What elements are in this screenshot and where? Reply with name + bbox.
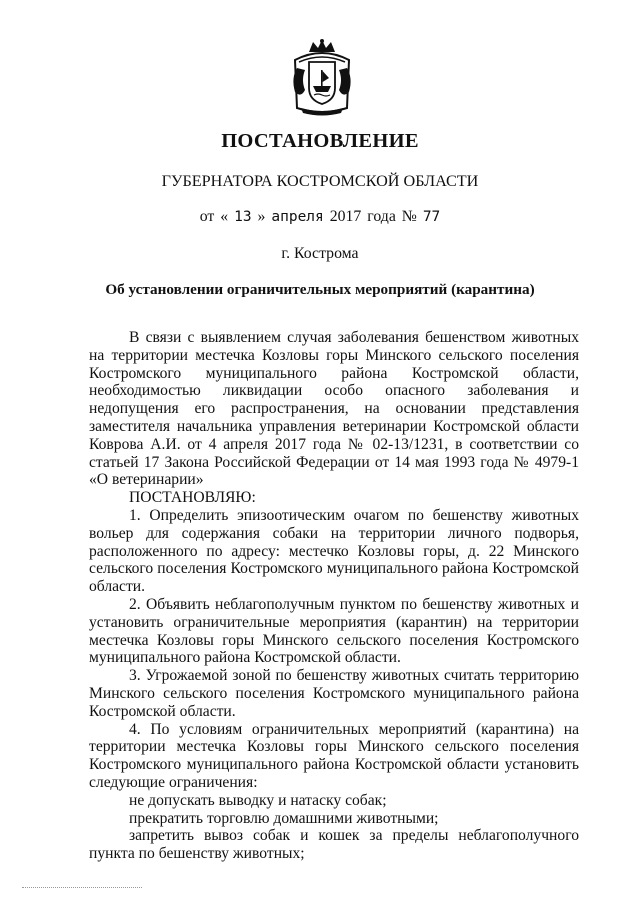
document-number: 77 [422, 209, 441, 225]
resolve-paragraph: ПОСТАНОВЛЯЮ: [129, 489, 256, 507]
date-day: 13 [234, 209, 252, 225]
date-month: апреля [271, 209, 324, 225]
clause-3-paragraph: 3. Угрожаемой зоной по бешенству животных считать территорию Минского сельского поселения Костромского муниципального района Костромской области. [89, 667, 579, 720]
document-type-title: ПОСТАНОВЛЕНИЕ [221, 130, 419, 152]
preamble-paragraph: В связи с выявлением случая заболевания бешенством животных на территории местечка Козловы горы Минского сельского поселения Костромского муниципального района Костромской области, необходимостью ликвидации особо опасного заболевания и недопущения его распространения, на основании представления заместителя начальника управления ветеринарии Костромской области Коврова А.И. от 4 апреля 2017 года № 02-13/1231, в соответствии со статьей 17 Закона Российской Федерации от 14 мая 1993 года № 4979-1 «О ветеринарии» [89, 329, 579, 489]
issuer-subtitle: ГУБЕРНАТОРА КОСТРОМСКОЙ ОБЛАСТИ [161, 172, 479, 190]
clause-1-paragraph: 1. Определить эпизоотическим очагом по бешенству животных вольер для содержания собаки на территории личного подворья, расположенного по адресу: местечко Козловы горы, д. 22 Минского сельского поселения Костромского муниципального района Костромской области. [89, 506, 579, 596]
date-prefix: от « [199, 208, 229, 225]
footer-divider [22, 887, 142, 889]
number-sign: № [401, 208, 417, 225]
clause-2-paragraph: 2. Объявить неблагополучным пунктом по бешенству животных и установить ограничительные мероприятия (карантин) на территории местечка Козловы горы Минского сельского поселения Костромского муниципального района Костромской области. [89, 595, 579, 667]
restriction-item: не допускать выводку и натаску собак; [129, 791, 387, 809]
restriction-item: прекратить торговлю домашними животными; [129, 809, 439, 827]
date-mid: » [257, 208, 266, 225]
city-line: г. Кострома [281, 245, 359, 262]
restriction-item: запретить вывоз собак и кошек за пределы неблагополучного пункта по бешенству животных; [89, 827, 579, 863]
coat-of-arms-icon [287, 38, 357, 116]
date-year: 2017 года [329, 208, 396, 225]
document-body [89, 329, 579, 863]
clause-4-paragraph: 4. По условиям ограничительных мероприятий (карантина) на территории местечка Козловы горы Минского сельского поселения Костромского муниципального района Костромской области установить следующие ограничения: [89, 720, 579, 791]
document-heading: Об установлении ограничительных мероприятий (карантина) [105, 281, 535, 298]
date-number-line [0, 208, 640, 226]
